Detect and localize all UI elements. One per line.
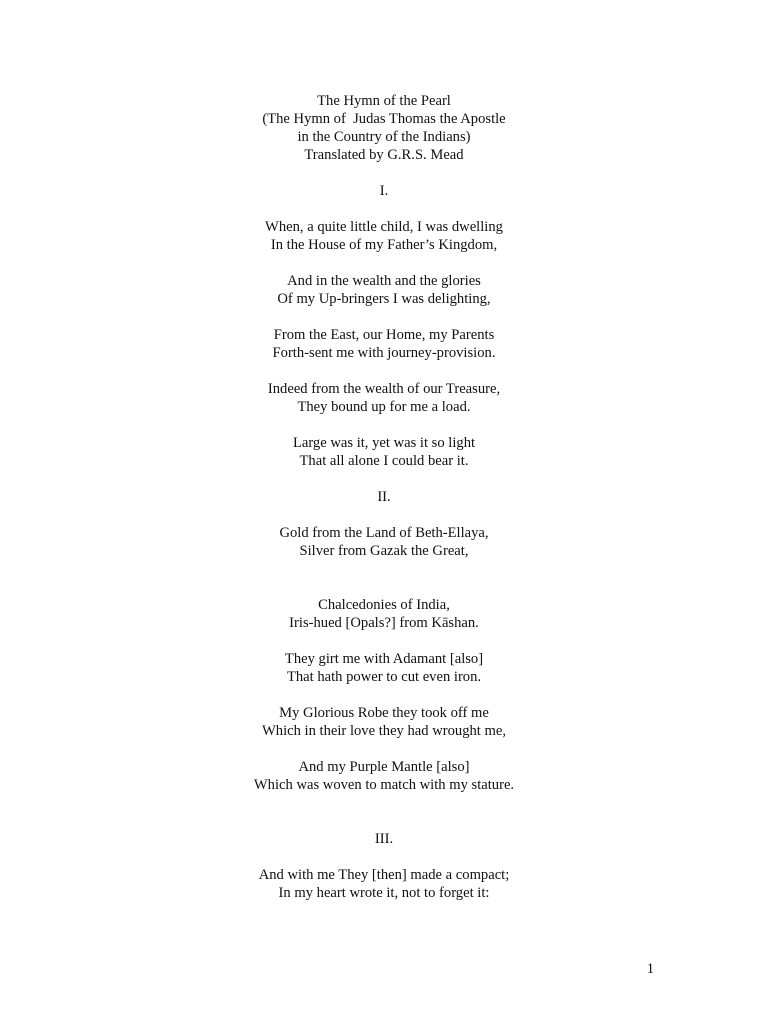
poem-line: Gold from the Land of Beth-Ellaya, [279,525,489,541]
translator-credit: Translated by G.R.S. Mead [304,147,464,163]
document-subtitle: (The Hymn of Judas Thomas the Apostle [262,111,506,127]
document-title: The Hymn of the Pearl [317,93,451,109]
section-numeral: I. [379,183,389,199]
section-numeral: III. [374,831,394,847]
poem-line: Which in their love they had wrought me, [262,723,506,739]
poem-line: Chalcedonies of India, [318,597,450,613]
poem-line: They girt me with Adamant [also] [284,651,484,667]
poem-line: Of my Up-bringers I was delighting, [277,291,491,307]
poem-line: Silver from Gazak the Great, [299,543,469,559]
poem-line: And in the wealth and the glories [287,273,481,289]
poem-line: Indeed from the wealth of our Treasure, [267,381,501,397]
poem-line: And my Purple Mantle [also] [298,759,470,775]
section-numeral: II. [377,489,391,505]
poem-line: Iris-hued [Opals?] from Kāshan. [289,615,479,631]
poem-line: And with me They [then] made a compact; [258,867,510,883]
poem-line: They bound up for me a load. [297,399,471,415]
poem-line: Forth-sent me with journey-provision. [272,345,496,361]
poem-line: Which was woven to match with my stature. [253,777,515,793]
poem-line: Large was it, yet was it so light [292,435,476,451]
poem-line: From the East, our Home, my Parents [273,327,495,343]
poem-line: That hath power to cut even iron. [286,669,482,685]
poem-line: My Glorious Robe they took off me [279,705,489,721]
poem-line: That all alone I could bear it. [299,453,469,469]
poem-body [0,92,768,902]
page-number: 1 [646,961,654,977]
poem-line: In the House of my Father’s Kingdom, [270,237,498,253]
poem-line: In my heart wrote it, not to forget it: [278,885,490,901]
poem-line: When, a quite little child, I was dwelling [265,219,503,235]
document-subtitle: in the Country of the Indians) [297,129,471,145]
